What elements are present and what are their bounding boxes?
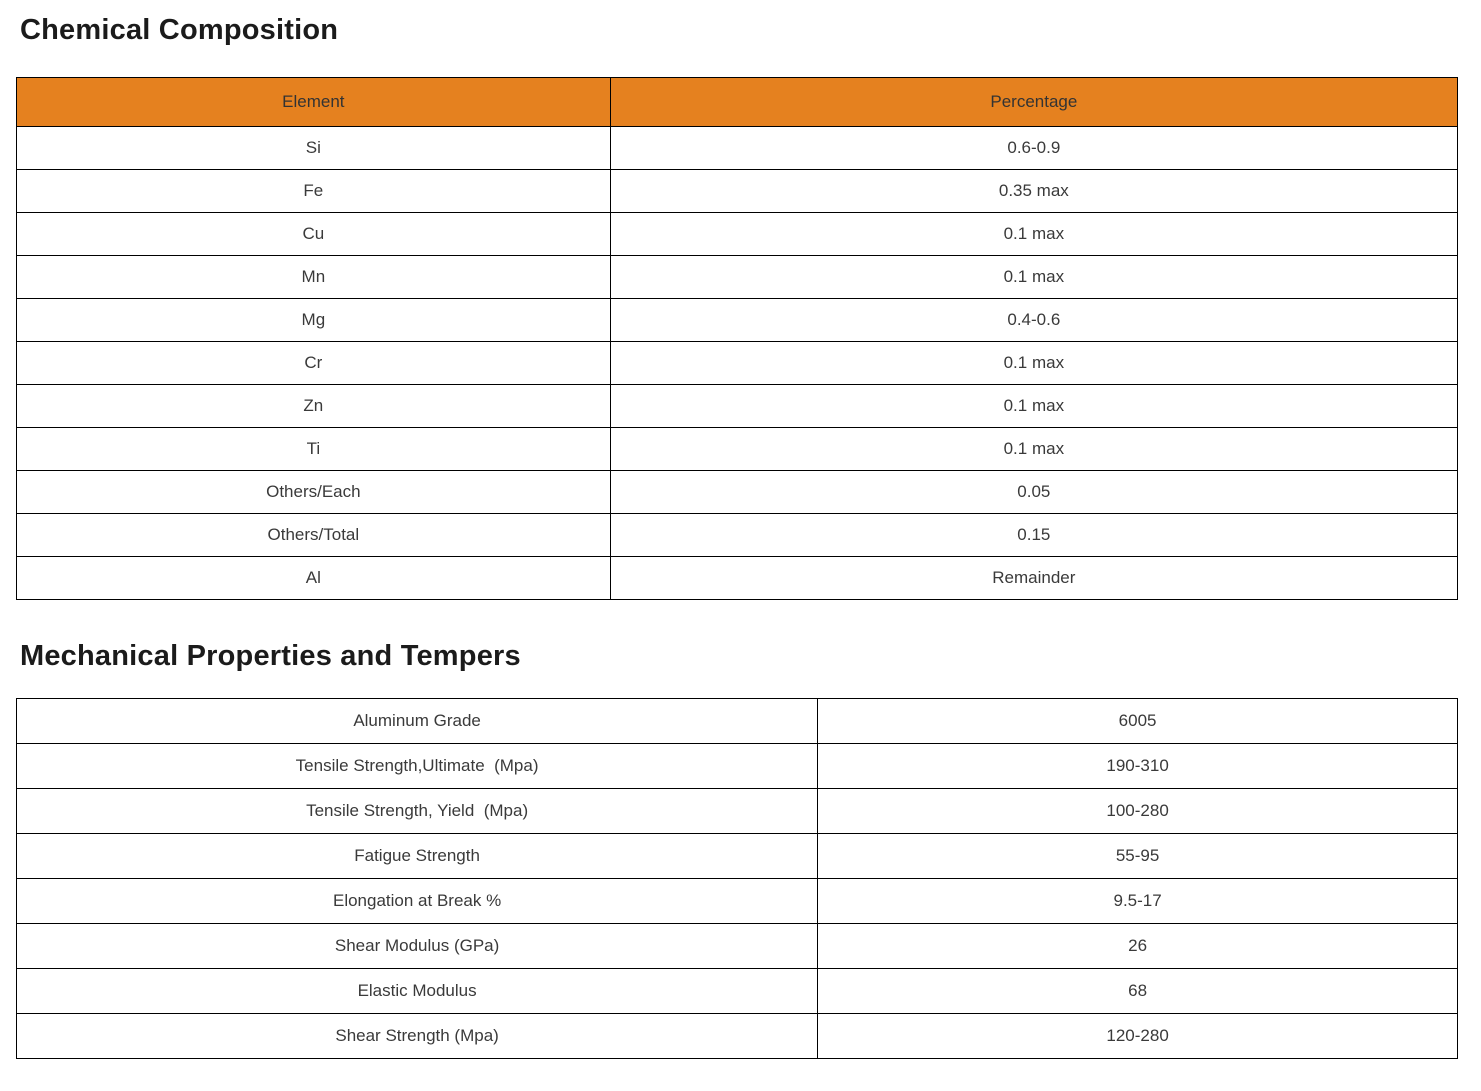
- chemical-composition-row: [17, 213, 1458, 256]
- mechanical-properties-row: [17, 699, 1458, 744]
- row-value-cell: 100-280: [818, 789, 1458, 834]
- row-label-cell: Zn: [17, 385, 611, 428]
- row-label-cell: Elastic Modulus: [17, 969, 818, 1014]
- row-value-cell: 0.1 max: [610, 213, 1457, 256]
- row-value-cell: Remainder: [610, 557, 1457, 600]
- mechanical-properties-row: [17, 789, 1458, 834]
- row-value-cell: 6005: [818, 699, 1458, 744]
- row-label-cell: Others/Total: [17, 514, 611, 557]
- mechanical-properties-title: Mechanical Properties and Tempers: [20, 640, 521, 672]
- row-label-cell: Tensile Strength,Ultimate (Mpa): [17, 744, 818, 789]
- row-label-cell: Shear Modulus (GPa): [17, 924, 818, 969]
- row-value-cell: 190-310: [818, 744, 1458, 789]
- row-value-cell: 68: [818, 969, 1458, 1014]
- row-value-cell: 0.1 max: [610, 385, 1457, 428]
- row-label-cell: Mn: [17, 256, 611, 299]
- mechanical-properties-row: [17, 1014, 1458, 1059]
- mechanical-properties-row: [17, 969, 1458, 1014]
- row-label-cell: Ti: [17, 428, 611, 471]
- mechanical-properties-row: [17, 834, 1458, 879]
- row-label-cell: Tensile Strength, Yield (Mpa): [17, 789, 818, 834]
- mechanical-properties-table: [16, 698, 1458, 1059]
- chemical-composition-row: [17, 342, 1458, 385]
- row-label-cell: Aluminum Grade: [17, 699, 818, 744]
- row-label-cell: Fe: [17, 170, 611, 213]
- chemical-composition-row: [17, 385, 1458, 428]
- chemical-composition-row: [17, 514, 1458, 557]
- row-value-cell: 26: [818, 924, 1458, 969]
- row-label-cell: Cu: [17, 213, 611, 256]
- chemical-composition-body: [17, 127, 1458, 600]
- row-value-cell: 0.05: [610, 471, 1457, 514]
- row-value-cell: 0.4-0.6: [610, 299, 1457, 342]
- row-label-cell: Cr: [17, 342, 611, 385]
- row-label-cell: Al: [17, 557, 611, 600]
- chemical-composition-row: [17, 299, 1458, 342]
- row-label-cell: Si: [17, 127, 611, 170]
- chemical-composition-row: [17, 127, 1458, 170]
- table-header-row: [17, 78, 1458, 127]
- mechanical-properties-body: [17, 699, 1458, 1059]
- row-value-cell: 0.15: [610, 514, 1457, 557]
- row-value-cell: 120-280: [818, 1014, 1458, 1059]
- chemical-composition-row: [17, 428, 1458, 471]
- row-value-cell: 0.1 max: [610, 342, 1457, 385]
- column-header-percentage: Percentage: [610, 78, 1457, 127]
- chemical-composition-row: [17, 557, 1458, 600]
- chemical-composition-row: [17, 170, 1458, 213]
- column-header-element: Element: [17, 78, 611, 127]
- chemical-composition-row: [17, 471, 1458, 514]
- row-label-cell: Elongation at Break %: [17, 879, 818, 924]
- row-label-cell: Fatigue Strength: [17, 834, 818, 879]
- chemical-composition-title: Chemical Composition: [20, 14, 339, 46]
- row-label-cell: Shear Strength (Mpa): [17, 1014, 818, 1059]
- row-value-cell: 0.6-0.9: [610, 127, 1457, 170]
- row-value-cell: 9.5-17: [818, 879, 1458, 924]
- row-value-cell: 0.1 max: [610, 256, 1457, 299]
- mechanical-properties-row: [17, 879, 1458, 924]
- row-value-cell: 0.35 max: [610, 170, 1457, 213]
- mechanical-properties-row: [17, 744, 1458, 789]
- row-value-cell: 0.1 max: [610, 428, 1457, 471]
- mechanical-properties-row: [17, 924, 1458, 969]
- row-value-cell: 55-95: [818, 834, 1458, 879]
- row-label-cell: Mg: [17, 299, 611, 342]
- chemical-composition-row: [17, 256, 1458, 299]
- row-label-cell: Others/Each: [17, 471, 611, 514]
- chemical-composition-table: [16, 77, 1458, 600]
